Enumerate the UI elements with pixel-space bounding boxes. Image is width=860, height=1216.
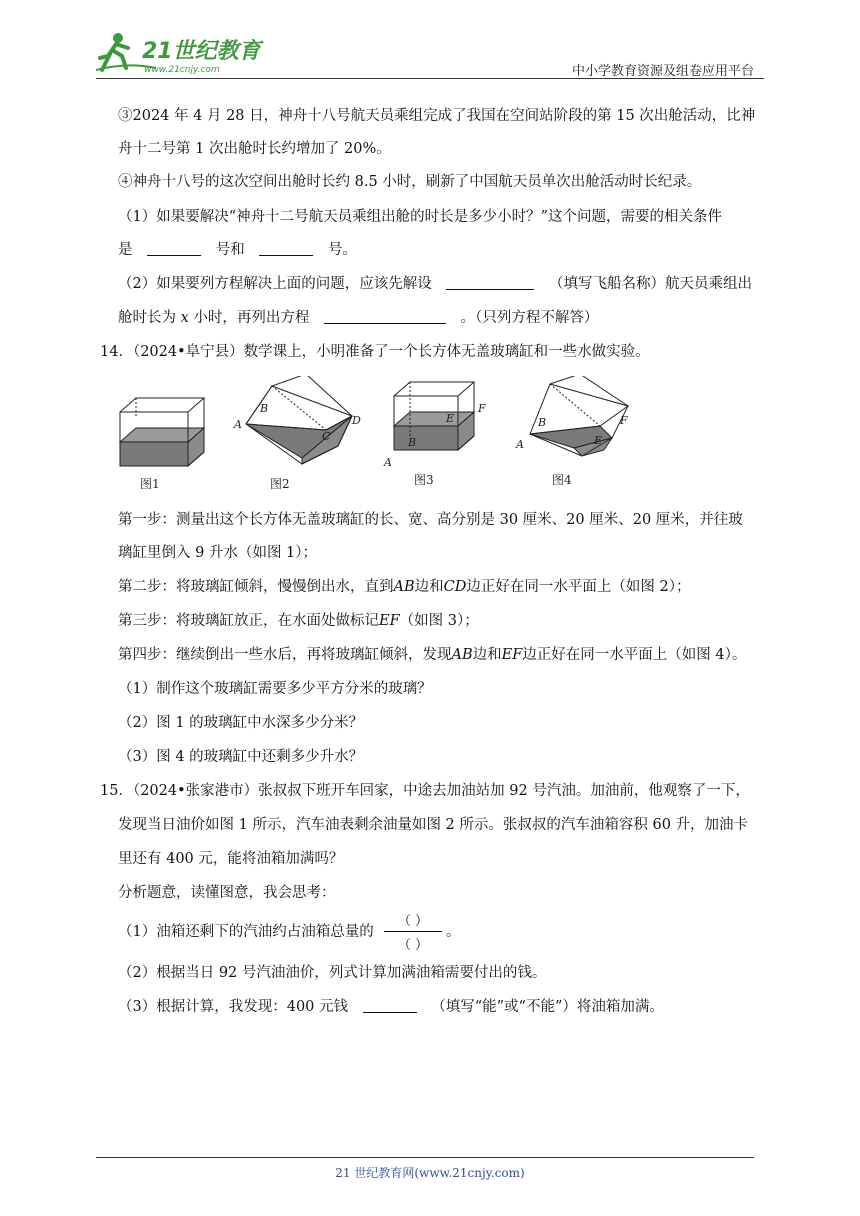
point-label-b: B <box>408 436 417 449</box>
q13-part1-text-c: 号。 <box>327 242 357 258</box>
q13-part2-text-d: 小时，再列出方程 <box>193 310 310 326</box>
q14-step3 <box>118 611 479 631</box>
answer-blank[interactable] <box>363 998 417 1013</box>
step3-text-a: 第三步：将玻璃缸放正，在水面处做标记 <box>118 613 379 629</box>
platform-title: 中小学教育资源及组卷应用平台 <box>571 64 754 79</box>
segment-cd: CD <box>443 579 467 595</box>
point-label-b: B <box>538 416 547 429</box>
fig3-label: 图3 <box>414 473 434 487</box>
q13-part1-text-a: 是 <box>118 242 133 258</box>
point-label-a: A <box>234 418 242 431</box>
q14-question1: （1）制作这个玻璃缸需要多少平方分米的玻璃？ <box>118 681 432 697</box>
logo-url: www.21cnjy.com <box>144 65 220 75</box>
answer-blank[interactable] <box>147 241 201 256</box>
fig4-label: 图4 <box>552 473 572 487</box>
answer-blank[interactable] <box>324 309 446 324</box>
point-label-f: F <box>620 414 628 427</box>
fraction-bar <box>384 931 442 932</box>
q15-line3: 里还有 400 元，能将油箱加满吗？ <box>118 851 344 867</box>
q14-step1-line1: 第一步：测量出这个长方体无盖玻璃缸的长、宽、高分别是 30 厘米、20 厘米、20 厘米，并往玻 <box>118 512 743 528</box>
q15-question2: （2）根据当日 92 号汽油油价，列式计算加满油箱需要付出的钱。 <box>118 965 547 981</box>
q15-question1: （1）油箱还剩下的汽油约占油箱总量的 <box>118 924 374 940</box>
q13-part2-text-e: 。（只列方程不解答） <box>460 310 599 326</box>
numerator-blank[interactable]: （ ） <box>397 914 429 929</box>
q14-step4 <box>118 645 746 665</box>
footer-link[interactable]: 21 世纪教育网(www.21cnjy.com) <box>335 1166 525 1180</box>
q13-part2-text-c: 舱时长为 <box>118 310 176 326</box>
figure-4 <box>515 376 628 487</box>
point-label-c: C <box>322 430 331 443</box>
step4-text-b: 边和 <box>472 647 502 663</box>
fraction-blank[interactable] <box>382 910 444 954</box>
segment-ef: EF <box>501 647 523 663</box>
answer-blank[interactable] <box>446 275 534 290</box>
step2-text-c: 边正好在同一水平面上（如图 2）； <box>466 579 691 595</box>
step2-text-b: 边和 <box>414 579 444 595</box>
step4-text-a: 第四步：继续倒出一些水后，再将玻璃缸倾斜，发现 <box>118 647 452 663</box>
q13-item3-line1: ③2024 年 4 月 28 日，神舟十八号航天员乘组完成了我国在空间站阶段的第 15 次出舱活动，比神 <box>118 108 756 124</box>
q13-part1-line2 <box>118 240 357 260</box>
q15-q3-text-b: （填写“能”或“不能”）将油箱加满。 <box>431 999 664 1015</box>
site-logo <box>96 30 266 76</box>
glass-tank-figures <box>112 376 652 498</box>
step2-text-a: 第二步：将玻璃缸倾斜，慢慢倒出水，直到 <box>118 579 394 595</box>
point-label-f: F <box>478 402 486 415</box>
q13-item4: ④神舟十八号的这次空间出舱时长约 8.5 小时，刷新了中国航天员单次出舱活动时长纪录。 <box>118 174 702 190</box>
header-divider <box>96 78 764 79</box>
q15-analysis: 分析题意，读懂图意，我会思考： <box>118 885 336 901</box>
q14-question3: （3）图 4 的玻璃缸中还剩多少升水？ <box>118 749 364 765</box>
point-label-d: D <box>352 414 361 427</box>
fig2-label: 图2 <box>270 477 290 491</box>
denominator-blank[interactable]: （ ） <box>397 938 429 953</box>
point-label-e: E <box>446 412 455 425</box>
q14-title: 14．（2024•阜宁县）数学课上，小明准备了一个长方体无盖玻璃缸和一些水做实验。 <box>100 344 650 360</box>
q13-part2-line1 <box>118 274 752 294</box>
q13-item3-line2: 舟十二号第 1 次出舱时长约增加了 20%。 <box>118 141 391 157</box>
q15-question1-end: 。 <box>446 924 461 940</box>
point-label-a: A <box>384 456 392 469</box>
q13-part1-text-b: 号和 <box>215 242 245 258</box>
q14-step2 <box>118 577 690 597</box>
page-header <box>96 30 764 78</box>
point-label-b: B <box>260 402 269 415</box>
variable-x: x <box>180 310 189 326</box>
step4-text-c: 边正好在同一水平面上（如图 4）。 <box>522 647 747 663</box>
q13-part2-text-a: （2）如果要列方程解决上面的问题，应该先解设 <box>118 276 432 292</box>
q14-step1-line2: 璃缸里倒入 9 升水（如图 1）； <box>118 545 318 561</box>
fig1-label: 图1 <box>140 477 160 491</box>
figure-3 <box>383 382 486 487</box>
segment-ab: AB <box>393 579 415 595</box>
figure-2 <box>233 376 361 491</box>
segment-ef: EF <box>379 613 400 629</box>
step3-text-b: （如图 3）； <box>399 613 479 629</box>
q13-part2-line2 <box>118 308 598 328</box>
figure-1 <box>120 398 204 491</box>
q15-question3 <box>118 997 664 1017</box>
q13-part2-text-b: （填写飞船名称）航天员乘组出 <box>548 276 752 292</box>
answer-blank[interactable] <box>259 241 313 256</box>
point-label-a: A <box>516 438 524 451</box>
q14-question2: （2）图 1 的玻璃缸中水深多少分米？ <box>118 715 364 731</box>
footer-divider <box>96 1157 754 1158</box>
q15-line2: 发现当日油价如图 1 所示，汽车油表剩余油量如图 2 所示。张叔叔的汽车油箱容积 60 升，加油卡 <box>118 817 749 833</box>
segment-ab: AB <box>451 647 473 663</box>
q15-q3-text-a: （3）根据计算，我发现：400 元钱 <box>118 999 349 1015</box>
q15-title: 15．（2024•张家港市）张叔叔下班开车回家，中途去加油站加 92 号汽油。加油前，他观察了一下， <box>100 783 750 799</box>
q13-part1-line1: （1）如果要解决“神舟十二号航天员乘组出舱的时长是多少小时？”这个问题，需要的相关条件 <box>118 209 723 225</box>
point-label-e: E <box>594 434 603 447</box>
logo-text: 21世纪教育 <box>142 39 261 64</box>
